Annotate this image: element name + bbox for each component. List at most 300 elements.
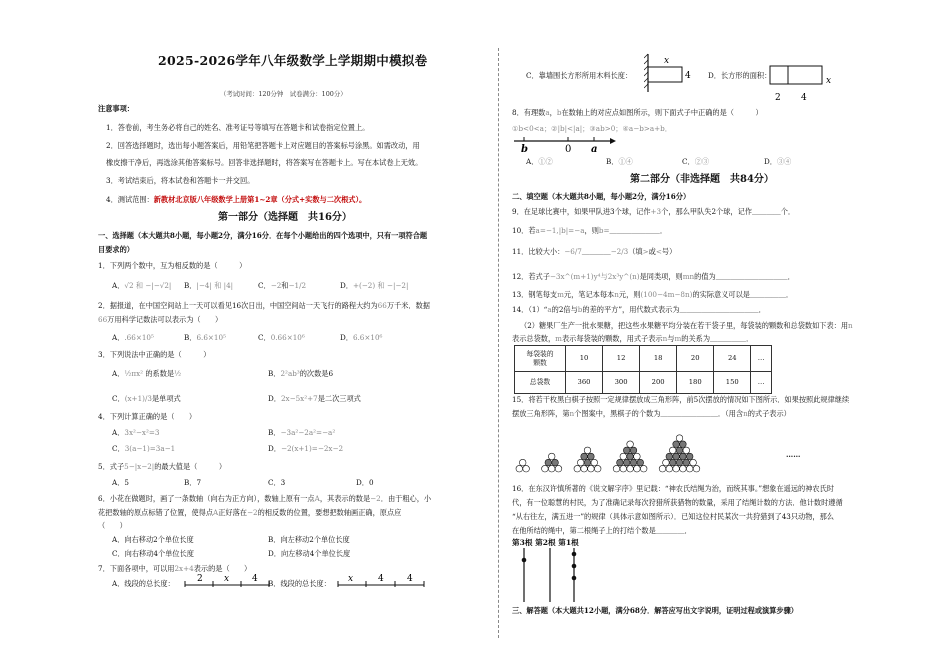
q10-blank[interactable]: ＿＿＿＿＿＿＿． <box>609 226 668 235</box>
black-piece <box>617 459 624 466</box>
q8-c-math: ②③ <box>694 157 710 166</box>
q13-a: 13．钢笔每支 <box>512 290 558 299</box>
white-piece <box>519 459 526 466</box>
q10-b: ，则 <box>584 226 599 235</box>
q1-option-a[interactable] <box>112 281 171 290</box>
q7-option-b[interactable]: B．线段的总长度： <box>268 579 331 588</box>
q2-a-label: A． <box>112 333 125 342</box>
q8-a-math: ①② <box>538 157 553 166</box>
q7-b-segment-diagram <box>336 572 428 590</box>
q9 <box>512 207 795 216</box>
q8-label-0: 0 <box>565 144 572 154</box>
q5-option-a[interactable]: A．5 <box>112 478 129 487</box>
q13-m: m <box>557 290 564 299</box>
q6-line1-a: 6．小花在做题时，画了一条数轴（向右为正方向），数轴上原有一点 <box>98 494 315 503</box>
q14-part1 <box>512 305 766 314</box>
q8-var-b: b <box>556 108 562 117</box>
q7-option-a[interactable]: A．线段的总长度： <box>112 579 175 588</box>
q11-math1: −6/7 <box>564 247 582 256</box>
q14-p2-b: 表示总袋数， <box>512 334 556 343</box>
q13 <box>512 290 793 299</box>
q15-c: 的式子表示） <box>747 409 791 418</box>
black-piece <box>627 453 634 460</box>
q4-d-math: −2(x+1)=−2x−2 <box>280 444 344 453</box>
black-piece <box>683 459 690 466</box>
white-piece <box>666 465 673 472</box>
q14-var-a: a <box>547 305 552 314</box>
q6-line2-b: 正好落在 <box>218 508 247 517</box>
q7-b-label-2: 4 <box>378 574 384 584</box>
q16-rope-labels: 第3根 第2根 第1根 <box>512 538 579 547</box>
q14-b: 的2倍与 <box>551 305 578 314</box>
q5-option-d[interactable]: D．0 <box>356 478 374 487</box>
q15-n: n <box>569 409 575 418</box>
q2-a-math: .66×10⁵ <box>124 333 154 342</box>
part2-title: 第二部分（非选择题 共84分） <box>630 174 774 185</box>
part1-title: 第一部分（选择题 共16分） <box>218 212 352 223</box>
q1-c-math2: −1/2 <box>288 281 307 290</box>
q14-head-1a: 每袋装的 <box>526 350 554 359</box>
table-cell: 24 <box>714 346 751 372</box>
q8-option-b[interactable] <box>606 157 633 166</box>
q7-c-label-x: x <box>664 56 670 66</box>
q1-b-math: |−4| 和 |4| <box>196 281 234 290</box>
q4-option-a[interactable] <box>112 428 159 437</box>
q7-stem-math: 2x+4 <box>174 564 194 573</box>
q6-line1-b: ，其表示的数是 <box>319 494 371 503</box>
q14-table-row-2 <box>515 372 772 394</box>
white-piece <box>555 465 562 472</box>
q8-var-a: a <box>545 108 550 117</box>
q7-d-rect-diagram <box>768 62 838 106</box>
table-cell: 12 <box>603 346 640 372</box>
q15-n2: n <box>743 409 748 418</box>
q6-option-b[interactable]: B．向左移动2个单位长度 <box>268 535 350 544</box>
q1-a-label: A． <box>112 281 125 290</box>
white-piece <box>591 459 598 466</box>
q14-part2-line2 <box>512 334 753 343</box>
q8-b-label: B． <box>606 157 619 166</box>
q8-stem-c: 在数轴上的对应点如图所示，则下面式子中正确的是（ ） <box>561 108 763 117</box>
q8-stem <box>512 108 763 117</box>
page-title: 2025-2026学年八年级数学上学期期中模拟卷 <box>158 53 428 68</box>
table-cell: … <box>751 372 772 394</box>
black-piece <box>545 459 552 466</box>
black-piece <box>680 441 687 448</box>
white-piece <box>634 453 641 460</box>
notice-item-4 <box>106 195 366 204</box>
black-piece <box>637 459 644 466</box>
notice-item-1: 1．答卷前，考生务必将自己的姓名、准考证号等填写在答题卡和试卷指定位置上。 <box>106 123 370 132</box>
q11-c: 或 <box>648 247 656 256</box>
q2-stem-b: 万千米．数据 <box>386 301 430 310</box>
q14-p2-m: m <box>555 334 562 343</box>
q16-rope-diagram <box>512 548 592 604</box>
q7-d-label-4: 4 <box>801 93 807 103</box>
q3-option-b[interactable] <box>268 369 333 378</box>
q8-d-math: ③④ <box>776 157 792 166</box>
q14-c: 的差的平方”，用代数式表示为＿＿＿＿＿＿＿＿＿＿＿． <box>582 305 766 314</box>
black-piece <box>669 459 676 466</box>
q3-b-math: 2²ab³ <box>280 369 300 378</box>
q2-option-c[interactable] <box>258 333 305 342</box>
q12-b: 是同类项，则 <box>639 272 683 281</box>
white-piece <box>620 465 627 472</box>
q1-stem: 1．下列两个数中，互为相反数的是（ ） <box>98 261 247 270</box>
q14-p2-d: 与 <box>667 334 675 343</box>
q7-b-label-3: 4 <box>407 574 413 584</box>
q8-axis-arrow <box>610 138 616 144</box>
q5-stem-b: 的最大值是（ ） <box>154 462 227 471</box>
q10-math2: b= <box>598 226 610 235</box>
black-piece <box>588 453 595 460</box>
table-cell: … <box>751 346 772 372</box>
black-piece <box>676 459 683 466</box>
q3-option-d[interactable] <box>268 394 361 403</box>
white-piece <box>693 465 700 472</box>
q2-d-math: 6.6×10⁶ <box>352 333 383 342</box>
q6-option-a[interactable]: A．向右移动2个单位长度 <box>112 535 194 544</box>
q3-c-text: 是单项式 <box>151 394 181 403</box>
q9-blank[interactable]: ＿＿＿＿ <box>751 207 781 216</box>
white-piece <box>686 465 693 472</box>
notice-heading: 注意事项： <box>98 104 134 113</box>
q13-expr: (100−4m−8n) <box>640 290 693 299</box>
black-piece <box>623 459 630 466</box>
q3-d-text: 是二次三项式 <box>317 394 361 403</box>
black-piece <box>630 459 637 466</box>
white-piece <box>577 459 584 466</box>
q12-a: 12．若式子 <box>512 272 550 281</box>
q6-option-c[interactable]: C．向右移动4个单位长度 <box>112 549 194 558</box>
q1-option-d[interactable] <box>340 281 408 290</box>
q4-a-label: A． <box>112 428 125 437</box>
q12 <box>512 272 795 281</box>
black-piece <box>680 453 687 460</box>
q2-option-d[interactable] <box>340 333 382 342</box>
q7-option-d[interactable]: D．长方形的面积： <box>708 71 772 80</box>
q7-d-rect <box>770 66 822 84</box>
table-cell: 18 <box>640 346 677 372</box>
table-cell: 360 <box>566 372 603 394</box>
black-piece <box>581 453 588 460</box>
white-piece <box>588 465 595 472</box>
q15-ellipsis: …… <box>786 450 801 459</box>
white-piece <box>548 465 555 472</box>
q1-c-label: C． <box>258 281 271 290</box>
q11 <box>512 247 676 256</box>
q3-c-math: (x+1)/3 <box>124 394 152 403</box>
q8-number-line <box>512 136 617 154</box>
q6-value-2: −2 <box>246 508 258 517</box>
q2-d-label: D． <box>340 333 353 342</box>
white-piece <box>663 459 670 466</box>
q6-line3: （ ） <box>98 521 127 530</box>
q2-b-label: B． <box>184 333 197 342</box>
q2-value: 66 <box>377 301 387 310</box>
q2-c-math: 0.66×10⁶ <box>270 333 305 342</box>
black-piece <box>686 453 693 460</box>
q7-d-label-x: x <box>826 76 832 86</box>
q11-gt-sign: > <box>642 247 649 256</box>
white-piece <box>669 447 676 454</box>
q14-p2-c: 表示每袋装的颗数，用式子表示 <box>561 334 663 343</box>
q4-stem: 4．下列计算正确的是（ ） <box>98 412 197 421</box>
q1-b-label: B． <box>184 281 197 290</box>
q4-d-label: D． <box>268 444 281 453</box>
q4-c-math: 3(a−1)=3a−1 <box>124 444 176 453</box>
q2-stem-line2 <box>98 315 222 324</box>
black-piece <box>676 447 683 454</box>
rope-knot <box>572 576 577 581</box>
q14-part2-line1 <box>520 321 853 330</box>
q3-option-c[interactable] <box>112 394 181 403</box>
black-piece <box>666 453 673 460</box>
q8-b-math: ①④ <box>618 157 633 166</box>
white-piece <box>613 465 620 472</box>
q16-line4: 在他所结的绳中，第二根绳子上的打结个数是＿＿＿＿． <box>512 526 692 535</box>
fill-section-desc: 二、填空题（本大题共8小题，每小题2分，满分16分） <box>512 192 691 201</box>
q5-stem-a: 5．式子 <box>98 462 125 471</box>
table-cell: 180 <box>677 372 714 394</box>
q7-b-label-1: x <box>348 574 354 584</box>
q4-option-c[interactable] <box>112 444 175 453</box>
white-piece <box>640 465 647 472</box>
white-piece <box>581 465 588 472</box>
q9-c: 个． <box>780 207 796 216</box>
white-piece <box>523 465 530 472</box>
q2-value-2: 66 <box>98 315 108 324</box>
white-piece <box>594 465 601 472</box>
q13-b: 元，笔记本每本 <box>563 290 615 299</box>
q2-stem-a: 2．据报道，在中国空间站上一天可以看见16次日出，中国空间站一天飞行的路程大约为 <box>98 301 378 310</box>
q4-option-d[interactable] <box>268 444 343 453</box>
q3-a-label: A． <box>112 369 125 378</box>
q3-stem: 3．下列说法中正确的是（ ） <box>98 350 211 359</box>
white-piece <box>620 453 627 460</box>
q15-a: 摆放三角形阵，第 <box>512 409 570 418</box>
notice-scope: 新教材北京版八年级数学上册第1~2章（分式+实数与二次根式）。 <box>153 195 367 204</box>
q6-line2-c: 的相反数的位置，要想把数轴画正确，原点应 <box>257 508 402 517</box>
q3-b-label: B． <box>268 369 281 378</box>
q6-value: −2 <box>370 494 381 503</box>
q3-option-a[interactable] <box>112 369 181 378</box>
exam-info: （考试时间：120分钟 试卷满分：100分） <box>220 90 347 98</box>
q6-point-2: A <box>213 508 219 517</box>
q14-table <box>514 345 772 394</box>
q10-a: 10．若 <box>512 226 536 235</box>
q6-line2 <box>98 508 401 517</box>
q14-p2-n2: n <box>662 334 668 343</box>
white-piece <box>542 465 549 472</box>
q11-a: 11．比较大小： <box>512 247 565 256</box>
q2-option-b[interactable] <box>184 333 226 342</box>
black-piece <box>552 459 559 466</box>
part1-desc-2: 目要求的） <box>98 245 134 254</box>
q3-a-math: ½πx² <box>124 369 146 378</box>
q2-b-math: 6.6×10⁵ <box>196 333 226 342</box>
q7-c-label-4: 4 <box>685 71 691 81</box>
q4-c-label: C． <box>112 444 125 453</box>
q1-a-math: √2 和 −|−√2| <box>124 281 172 290</box>
q7-a-label-1: 2 <box>197 574 203 584</box>
q8-c-label: C． <box>682 157 695 166</box>
q8-option-a[interactable] <box>526 157 553 166</box>
q7-c-fence <box>648 67 682 82</box>
q12-math2: mn <box>682 272 695 281</box>
q7-a-segment-diagram <box>183 572 273 590</box>
notice-item-3: 3．考试结束后，将本试卷和答题卡一并交回。 <box>106 176 255 185</box>
q5-stem <box>98 462 226 471</box>
q12-math: −3x^(m+1)y⁴与2x³y^(n) <box>549 272 640 281</box>
q14-table-row-1 <box>515 346 772 372</box>
q14-var-b: b <box>577 305 583 314</box>
q4-b-label: B． <box>268 428 281 437</box>
answer-section-desc: 三、解答题（本大题共12小题，满分68分．解答应写出文字说明，证明过程或演算步骤） <box>512 606 798 615</box>
q7-a-label-3: 4 <box>252 574 258 584</box>
q1-c-math1: −2 <box>270 281 282 290</box>
q6-point: A <box>314 494 320 503</box>
q6-option-d[interactable]: D．向左移动4个单位长度 <box>268 549 351 558</box>
white-piece <box>548 453 555 460</box>
notice-scope-label: 4．测试范围： <box>106 195 154 204</box>
q1-d-math: +(−2) 和 −|−2| <box>352 281 409 290</box>
q6-line2-a: 花把数轴的原点标错了位置，使得点 <box>98 508 214 517</box>
black-piece <box>630 447 637 454</box>
q7-c-wall-diagram <box>644 52 694 94</box>
q10-math: a=−1,|b|=−a <box>535 226 585 235</box>
white-piece <box>627 441 634 448</box>
q10 <box>512 226 667 235</box>
q6-line1-c: ．由于粗心，小 <box>380 494 432 503</box>
q5-stem-math: 5−|x−2| <box>124 462 155 471</box>
black-piece <box>584 459 591 466</box>
q4-a-math: 3x²−x²=3 <box>124 428 160 437</box>
q1-option-c[interactable] <box>258 281 306 290</box>
q6-line1 <box>98 494 431 503</box>
q8-stem-b: ， <box>549 108 557 117</box>
table-cell: 200 <box>640 372 677 394</box>
rope-knot <box>572 564 577 569</box>
q15-b: 个图案中，黑棋子的个数为＿＿＿＿＿＿＿＿．（用含 <box>574 409 744 418</box>
q14-p2-m2: m <box>674 334 682 343</box>
q7-option-c[interactable]: C．靠墙围长方形所用木料长度： <box>526 71 633 80</box>
column-divider <box>498 48 499 638</box>
q8-label-a: a <box>591 144 598 154</box>
q9-math: +3 <box>650 207 662 216</box>
white-piece <box>673 465 680 472</box>
q11-d: 号） <box>661 247 677 256</box>
q2-stem <box>98 301 430 310</box>
q1-option-b[interactable] <box>184 281 233 290</box>
q16-line1: 16．在东汉许慎所著的《说文解字序》里记载：“神农氏结绳为治，而统其事。”想象在遥远的神农氏时 <box>512 484 834 493</box>
q14-p2-a: （2）糖果厂生产一批水果糖，把这些水果糖平均分装在若干袋子里，每袋装的颗数和总袋数如下表：用 <box>520 321 849 330</box>
black-piece <box>673 453 680 460</box>
white-piece <box>659 465 666 472</box>
rope-knot <box>522 558 527 563</box>
q5-option-c[interactable]: C．3 <box>268 478 286 487</box>
q2-line2: 万用科学记数法可以表示为（ ） <box>107 315 223 324</box>
q3-d-label: D． <box>268 394 281 403</box>
q3-b-text: 的次数是6 <box>299 369 334 378</box>
q2-option-a[interactable] <box>112 333 154 342</box>
q15-line2 <box>512 409 791 418</box>
q7-d-label-2: 2 <box>775 93 781 103</box>
black-piece <box>673 441 680 448</box>
white-piece <box>627 465 634 472</box>
table-cell: 300 <box>603 372 640 394</box>
q14-p2-e: 的关系为＿＿＿＿＿． <box>681 334 754 343</box>
q2-c-label: C． <box>258 333 271 342</box>
rope-knot <box>572 552 577 557</box>
q14-table-head-1 <box>515 346 566 372</box>
q7-stem-b: 表示的是（ ） <box>193 564 252 573</box>
q3-a-math2: ½ <box>174 369 182 378</box>
q11-math2: −2/3 <box>610 247 629 256</box>
q3-d-math: 2x−5x²+7 <box>280 394 318 403</box>
table-cell: 10 <box>566 346 603 372</box>
white-piece <box>690 459 697 466</box>
q8-option-c[interactable] <box>682 157 709 166</box>
q8-statements: ①b<0<a；②|b|<|a|；③ab>0；④a−b>a+b． <box>512 124 672 133</box>
q15-triangle-patterns <box>512 426 802 474</box>
q3-c-label: C． <box>112 394 125 403</box>
notice-item-2: 2．回答选择题时，选出每小题答案后，用铅笔把答题卡上对应题目的答案标号涂黑。如需改动，用 <box>106 141 420 150</box>
q9-b: 个，那么甲队失2个球，记作 <box>661 207 752 216</box>
white-piece <box>676 435 683 442</box>
q7-stem-a: 7．下面各项中，可以用 <box>98 564 175 573</box>
q15-line1: 15．将若干枚黑白棋子按照一定规律摆放成三角形阵，前5次摆放的情况如下图所示．如果按照此规律继续 <box>512 395 850 404</box>
white-piece <box>680 465 687 472</box>
q12-c: 的值为＿＿＿＿＿＿＿＿＿＿． <box>694 272 795 281</box>
q16-line3: “从右往左，满五进一”的规律（具体示意如图所示）．已知这位村民某次一共狩猎到了43只动物，那么 <box>512 512 834 521</box>
q14-head-1b: 颗数 <box>533 358 547 367</box>
table-cell: 20 <box>677 346 714 372</box>
black-piece <box>623 447 630 454</box>
white-piece <box>584 447 591 454</box>
white-piece <box>634 465 641 472</box>
q13-c: 元，则 <box>618 290 641 299</box>
q4-option-b[interactable] <box>268 428 335 437</box>
q8-label-b: b <box>521 144 528 154</box>
q8-a-label: A． <box>526 157 539 166</box>
q5-option-b[interactable]: B．7 <box>184 478 202 487</box>
q8-d-label: D． <box>764 157 777 166</box>
q3-a-text: 的系数是 <box>145 369 175 378</box>
q14-p2-n: n <box>848 321 853 330</box>
q13-d: 的实际意义可以是＿＿＿＿＿． <box>692 290 794 299</box>
white-piece <box>516 465 523 472</box>
notice-item-2b: 橡皮擦干净后，再选涂其他答案标号。回答非选择题时，将答案写在答题卡上。写在本试卷上无效。 <box>106 158 423 167</box>
q8-option-d[interactable] <box>764 157 791 166</box>
q1-c-and: 和 <box>281 281 289 290</box>
q7-a-label-2: x <box>224 574 230 584</box>
q11-blank[interactable]: ＿＿＿＿ <box>581 247 611 256</box>
part1-desc: 一、选择题（本大题共8小题，每小题2分，满分16分．在每个小题给出的四个选项中，只有一项符合题 <box>98 231 428 240</box>
q4-b-math: −3a²−2a²=−a² <box>280 428 336 437</box>
q14-a: 14．（1）“ <box>512 305 548 314</box>
q14-table-head-2: 总袋数 <box>515 372 566 394</box>
table-cell: 150 <box>714 372 751 394</box>
q11-lt-sign: < <box>655 247 662 256</box>
white-piece <box>683 447 690 454</box>
white-piece <box>574 465 581 472</box>
q9-a: 9．在足球比赛中，如果甲队进3个球，记作 <box>512 207 651 216</box>
q11-b: （填 <box>628 247 643 256</box>
q16-line2: 代，有一位聪慧的村民，为了准确记录每次狩猎所获猎物的数量，采用了结绳计数的方法．他计数时遵循 <box>512 498 843 507</box>
q1-d-label: D． <box>340 281 353 290</box>
q8-stem-a: 8．有理数 <box>512 108 546 117</box>
